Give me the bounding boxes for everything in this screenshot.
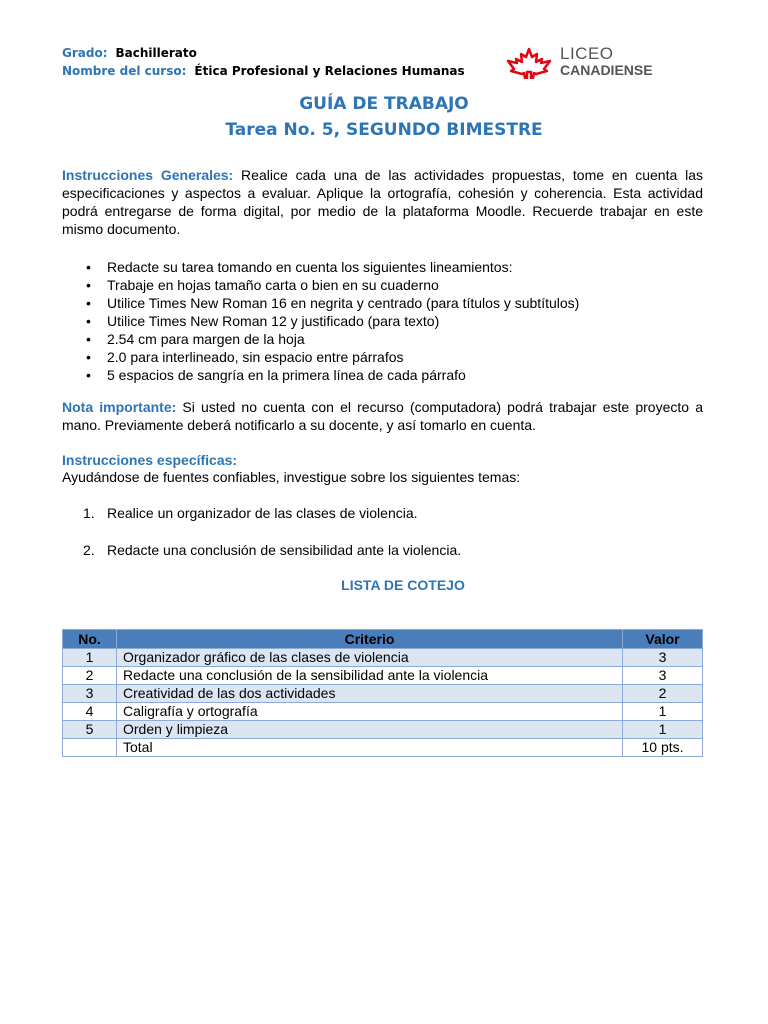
lista-cotejo-title: LISTA DE COTEJO xyxy=(341,577,465,593)
table-row xyxy=(63,649,703,667)
list-item: • Redacte su tarea tomando en cuenta los siguientes lineamientos: xyxy=(86,259,513,275)
cell-no: 4 xyxy=(63,703,117,721)
item-number: 1. xyxy=(83,505,95,521)
item-number: 2. xyxy=(83,542,95,558)
cell-no: 2 xyxy=(63,667,117,685)
cell-valor: 1 xyxy=(623,721,703,739)
cell-valor: 2 xyxy=(623,685,703,703)
cell-criterio: Caligrafía y ortografía xyxy=(117,703,623,721)
header-criterio: Criterio xyxy=(117,630,623,649)
logo-liceo-text: LICEO xyxy=(560,44,614,63)
cell-valor: 3 xyxy=(623,649,703,667)
bullet-text: Utilice Times New Roman 12 y justificado (para texto) xyxy=(107,313,440,329)
cell-valor: 3 xyxy=(623,667,703,685)
table-header-row xyxy=(63,630,703,649)
instrucciones-especificas-heading xyxy=(62,451,703,469)
cell-no: 1 xyxy=(63,649,117,667)
cell-no: 3 xyxy=(63,685,117,703)
logo-canadiense-text: CANADIENSE xyxy=(560,62,653,78)
instrucciones-especificas-text: Ayudándose de fuentes confiables, investigue sobre los siguientes temas: xyxy=(62,469,521,485)
bullet-text: Redacte su tarea tomando en cuenta los siguientes lineamientos: xyxy=(107,259,513,275)
bullet-text: Trabaje en hojas tamaño carta o bien en su cuaderno xyxy=(107,277,439,293)
lista-cotejo-table xyxy=(62,629,703,757)
document-subtitle: Tarea No. 5, SEGUNDO BIMESTRE xyxy=(225,120,543,140)
liceo-canadiense-logo xyxy=(506,43,666,83)
cell-total-label: Total xyxy=(117,739,623,757)
table-row xyxy=(63,703,703,721)
header-valor: Valor xyxy=(623,630,703,649)
header-no: No. xyxy=(63,630,117,649)
item-text: Realice un organizador de las clases de violencia. xyxy=(107,505,418,521)
curso-label: Nombre del curso: xyxy=(62,64,187,78)
curso-line xyxy=(62,64,465,78)
bullet-text: 5 espacios de sangría en la primera línea de cada párrafo xyxy=(107,367,466,383)
list-item: • 2.0 para interlineado, sin espacio entre párrafos xyxy=(86,349,404,365)
cell-criterio: Organizador gráfico de las clases de violencia xyxy=(117,649,623,667)
instrucciones-especificas-label: Instrucciones específicas: xyxy=(62,452,238,468)
nota-importante xyxy=(62,398,703,434)
curso-value: Ética Profesional y Relaciones Humanas xyxy=(194,64,465,78)
document-title: GUÍA DE TRABAJO xyxy=(299,94,469,114)
bullet-text: 2.0 para interlineado, sin espacio entre párrafos xyxy=(107,349,404,365)
table-row xyxy=(63,685,703,703)
nota-label: Nota importante: xyxy=(62,399,177,415)
grado-value: Bachillerato xyxy=(115,46,197,60)
list-item: • Trabaje en hojas tamaño carta o bien en su cuaderno xyxy=(86,277,439,293)
instrucciones-generales-label: Instrucciones Generales: xyxy=(62,167,234,183)
bullet-text: Utilice Times New Roman 16 en negrita y centrado (para títulos y subtítulos) xyxy=(107,295,580,311)
maple-leaf-icon xyxy=(506,47,552,79)
list-item: • Utilice Times New Roman 16 en negrita y centrado (para títulos y subtítulos) xyxy=(86,295,580,311)
bullet-text: 2.54 cm para margen de la hoja xyxy=(107,331,305,347)
item-text: Redacte una conclusión de sensibilidad ante la violencia. xyxy=(107,542,462,558)
cell-total-value: 10 pts. xyxy=(623,739,703,757)
list-item: • 5 espacios de sangría en la primera línea de cada párrafo xyxy=(86,367,466,383)
cell-criterio: Creatividad de las dos actividades xyxy=(117,685,623,703)
nota-text: Si usted no cuenta con el recurso (computadora) podrá trabajar este proyecto a mano. Previamente deberá notificarlo a su docente, y así tomarlo en cuenta. xyxy=(62,399,703,433)
grado-line xyxy=(62,46,197,60)
cell-no xyxy=(63,739,117,757)
lineamientos-list xyxy=(62,258,579,384)
table-total-row xyxy=(63,739,703,757)
list-item: • Utilice Times New Roman 12 y justificado (para texto) xyxy=(86,313,440,329)
cell-criterio: Redacte una conclusión de la sensibilidad ante la violencia xyxy=(117,667,623,685)
instrucciones-generales-text: Realice cada una de las actividades propuestas, tome en cuenta las especificaciones y aspectos a evaluar. Aplique la ortografía, cohesión y coherencia. Esta actividad podrá entregarse de forma digital, por medio de la plataforma Moodle. Recuerde trabajar en este mismo documento. xyxy=(62,167,703,237)
cell-criterio: Orden y limpieza xyxy=(117,721,623,739)
list-item: • 2.54 cm para margen de la hoja xyxy=(86,331,305,347)
grado-label: Grado: xyxy=(62,46,108,60)
cell-no: 5 xyxy=(63,721,117,739)
table-row xyxy=(63,667,703,685)
instrucciones-generales xyxy=(62,166,703,238)
cell-valor: 1 xyxy=(623,703,703,721)
table-row xyxy=(63,721,703,739)
